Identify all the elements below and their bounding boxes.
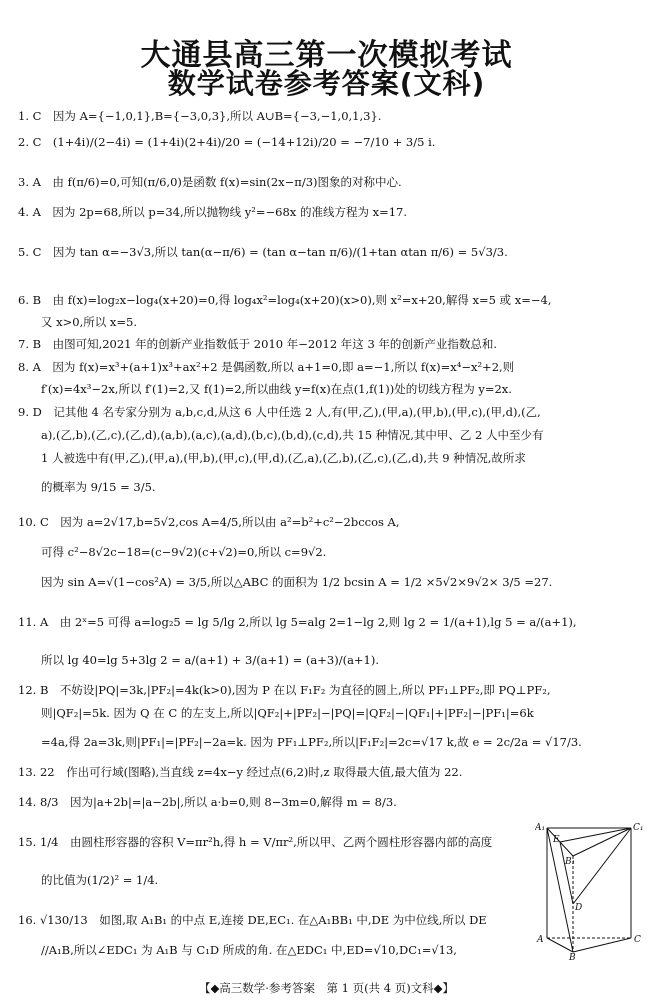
answer-line-9b: a),(乙,b),(乙,c),(乙,d),(a,b),(a,c),(a,d),(b,c),(b,d),(c,d),共 15 种情况,其中甲、乙 2 人中至少有 [18, 428, 544, 442]
answer-line-9c: 1 人被选中有(甲,乙),(甲,a),(甲,b),(甲,c),(甲,d),(乙,a),(乙,b),(乙,c),(乙,d),共 9 种情况,故所求 [18, 451, 526, 465]
answer-line-16a: 16. √130/13 如图,取 A₁B₁ 的中点 E,连接 DE,EC₁. 在△A₁BB₁ 中,DE 为中位线,所以 DE [18, 913, 487, 927]
label-e: E [553, 835, 560, 845]
label-a1: A₁ [535, 823, 546, 833]
edge-cb [573, 938, 631, 952]
answer-line-9d: 的概率为 9/15 = 3/5. [18, 480, 156, 494]
answer-line-4: 4. A 因为 2p=68,所以 p=34,所以抛物线 y²=−68x 的准线方程为 x=17. [18, 205, 408, 219]
answer-line-10a: 10. C 因为 a=2√17,b=5√2,cos A=4/5,所以由 a²=b²+c²−2bccos A, [18, 515, 400, 529]
edge-c1b1 [573, 828, 631, 856]
page-subtitle: 数学试卷参考答案(文科) [167, 67, 486, 100]
edge-a1b [547, 828, 576, 952]
answer-line-15a: 15. 1/4 由圆柱形容器的容积 V=πr²h,得 h = V/πr²,所以甲、乙两个圆柱形容器内部的高度 [18, 835, 493, 849]
answer-line-12c: =4a,得 2a=3k,则|PF₁|=|PF₂|−2a=k. 因为 PF₁⊥PF₂,所以|F₁F₂|=2c=√17 k,故 e = 2c/2a = √17/3. [18, 735, 582, 749]
label-c1: C₁ [633, 823, 644, 833]
answer-line-16b: //A₁B,所以∠EDC₁ 为 A₁B 与 C₁D 所成的角. 在△EDC₁ 中,ED=√10,DC₁=√13, [18, 943, 457, 957]
answer-line-1: 1. C 因为 A={−1,0,1},B={−3,0,3},所以 A∪B={−3,−1,0,1,3}. [18, 109, 382, 123]
answer-line-12b: 则|QF₂|=5k. 因为 Q 在 C 的左支上,所以|QF₂|+|PF₂|−|PQ|=|QF₂|−|QF₁|+|PF₂|−|PF₁|=6k [18, 706, 534, 720]
answer-line-7: 7. B 由图可知,2021 年的创新产业指数低于 2010 年−2012 年这 3 年的创新产业指数总和. [18, 337, 498, 351]
answer-line-8b: f′(x)=4x³−2x,所以 f′(1)=2,又 f(1)=2,所以曲线 y=f(x)在点(1,f(1))处的切线方程为 y=2x. [18, 382, 512, 396]
prism-figure [535, 820, 645, 960]
answer-line-11b: 所以 lg 40=lg 5+3lg 2 = a/(a+1) + 3/(a+1) = (a+3)/(a+1). [18, 653, 380, 667]
page-footer: 【◆高三数学·参考答案 第 1 页(共 4 页)文科◆】 [198, 981, 455, 995]
answer-line-10b: 可得 c²−8√2c−18=(c−9√2)(c+√2)=0,所以 c=9√2. [18, 545, 327, 559]
answer-line-6b: 又 x>0,所以 x=5. [18, 315, 137, 329]
answer-line-15b: 的比值为(1/2)² = 1/4. [18, 873, 159, 887]
answer-line-8a: 8. A 因为 f(x)=x³+(a+1)x³+ax²+2 是偶函数,所以 a+1=0,即 a=−1,所以 f(x)=x⁴−x²+2,则 [18, 360, 515, 374]
edge-ec1 [560, 828, 631, 842]
label-c: C [634, 935, 641, 945]
edge-ab [547, 938, 573, 952]
label-a: A [537, 935, 544, 945]
answer-line-12a: 12. B 不妨设|PQ|=3k,|PF₂|=4k(k>0),因为 P 在以 F₁F₂ 为直径的圆上,所以 PF₁⊥PF₂,即 PQ⊥PF₂, [18, 683, 551, 697]
page-title: 大通县高三第一次模拟考试 [140, 38, 513, 73]
label-b: B [569, 953, 576, 960]
edge-ed [560, 842, 576, 904]
answer-line-11a: 11. A 由 2ˣ=5 可得 a=log₂5 = lg 5/lg 2,所以 lg 5=alg 2=1−lg 2,则 lg 2 = 1/(a+1),lg 5 = a/(a+1), [18, 615, 577, 629]
answer-line-6a: 6. B 由 f(x)=log₂x−log₄(x+20)=0,得 log₄x²=log₄(x+20)(x>0),则 x²=x+20,解得 x=5 或 x=−4, [18, 293, 552, 307]
edge-dc1 [573, 828, 631, 904]
answer-line-3: 3. A 由 f(π/6)=0,可知(π/6,0)是函数 f(x)=sin(2x−π/3)图象的对称中心. [18, 175, 402, 189]
answer-line-2: 2. C (1+4i)/(2−4i) = (1+4i)(2+4i)/20 = (−14+12i)/20 = −7/10 + 3/5 i. [18, 135, 436, 149]
answer-line-10c: 因为 sin A=√(1−cos²A) = 3/5,所以△ABC 的面积为 1/2 bcsin A = 1/2 ×5√2×9√2× 3/5 =27. [18, 575, 553, 589]
label-b1: B₁ [565, 857, 576, 867]
answer-line-13: 13. 22 作出可行域(图略),当直线 z=4x−y 经过点(6,2)时,z 取得最大值,最大值为 22. [18, 765, 463, 779]
answer-line-14: 14. 8/3 因为|a+2b|=|a−2b|,所以 a·b=0,则 8−3m=0,解得 m = 8/3. [18, 795, 397, 809]
answer-line-9a: 9. D 记其他 4 名专家分别为 a,b,c,d,从这 6 人中任选 2 人,有(甲,乙),(甲,a),(甲,b),(甲,c),(甲,d),(乙, [18, 405, 541, 419]
label-d: D [575, 903, 583, 913]
answer-line-5: 5. C 因为 tan α=−3√3,所以 tan(α−π/6) = (tan α−tan π/6)/(1+tan αtan π/6) = 5√3/3. [18, 245, 508, 259]
